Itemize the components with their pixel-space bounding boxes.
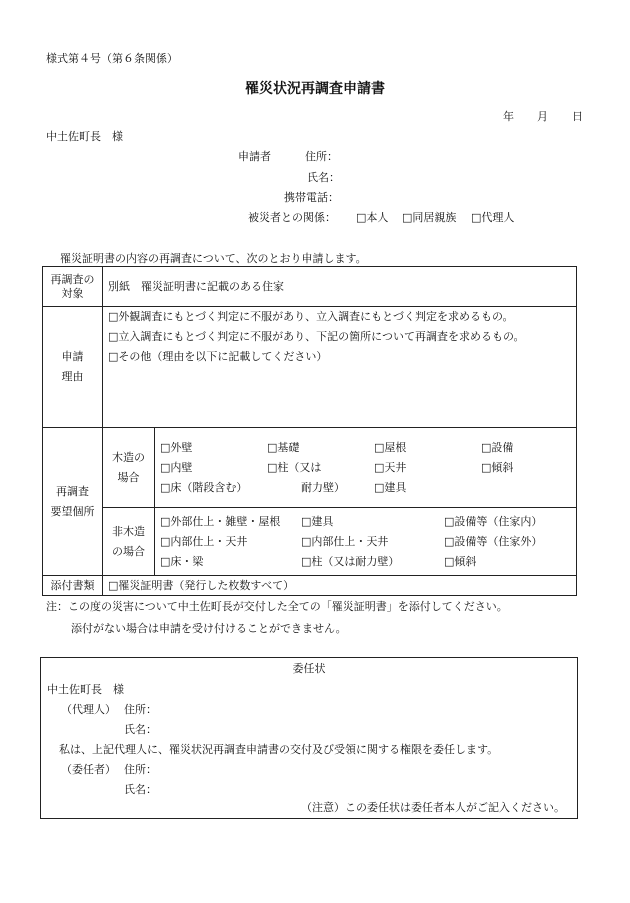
note-attach: 注：この度の災害について中土佐町長が交付した全ての「罹災証明書」を添付してください。 xyxy=(46,600,508,613)
date-year-label: 年 xyxy=(503,110,514,123)
target-label: 再調査の 対象 xyxy=(43,267,103,307)
nonwooden-options xyxy=(155,508,577,576)
checkbox-interior-finish-2[interactable]: □内部仕上・天井 xyxy=(301,534,389,548)
delegation-addressee: 中土佐町長 様 xyxy=(47,683,124,696)
intro-text: 罹災証明書の内容の再調査について、次のとおり申請します。 xyxy=(60,252,367,265)
nonwooden-row xyxy=(160,512,576,532)
date-day-label: 日 xyxy=(572,110,583,123)
delegation-title: 委任状 xyxy=(292,662,326,675)
checkbox-equipment[interactable]: □設備 xyxy=(481,440,514,454)
relation-option-self[interactable]: □本人 xyxy=(356,211,389,224)
delegator-name-label: 氏名： xyxy=(124,783,157,796)
agent-label: （代理人） xyxy=(61,703,116,716)
checkbox-roof[interactable]: □屋根 xyxy=(374,440,407,454)
checkbox-tilt-nw[interactable]: □傾斜 xyxy=(444,554,477,568)
checkbox-equipment-inside[interactable]: □設備等（住家内） xyxy=(444,514,543,528)
reason-option-interior[interactable]: □立入調査にもとづく判定に不服があり、下記の箇所について再調査を求めるもの。 xyxy=(108,330,525,343)
reason-label: 申請 理由 xyxy=(43,307,103,428)
nonwooden-row xyxy=(160,532,576,552)
applicant-name-label: 氏名： xyxy=(307,171,340,184)
attachment-label: 添付書類 xyxy=(43,576,103,596)
applicant-phone-label: 携帯電話： xyxy=(284,191,339,204)
relation-option-agent[interactable]: □代理人 xyxy=(471,211,515,224)
checkbox-exterior-finish[interactable]: □外部仕上・雑壁・屋根 xyxy=(160,514,281,528)
reason-options xyxy=(103,307,577,428)
wooden-row xyxy=(160,458,576,478)
checkbox-fittings[interactable]: □建具 xyxy=(374,480,407,494)
delegator-label: （委任者） xyxy=(61,763,116,776)
wooden-label: 木造の 場合 xyxy=(103,428,155,508)
location-label: 再調査 要望個所 xyxy=(43,428,103,576)
delegation-statement: 私は、上記代理人に、罹災状況再調査申請書の交付及び受領に関する権限を委任します。 xyxy=(59,743,499,756)
reason-option-exterior[interactable]: □外観調査にもとづく判定に不服があり、立入調査にもとづく判定を求めるもの。 xyxy=(108,310,514,323)
wooden-row xyxy=(160,438,576,458)
checkbox-ceiling[interactable]: □天井 xyxy=(374,460,407,474)
column-continuation: 耐力壁） xyxy=(301,480,345,494)
checkbox-fittings-nw[interactable]: □建具 xyxy=(301,514,334,528)
application-table xyxy=(42,266,577,596)
nonwooden-row xyxy=(160,552,576,572)
checkbox-exterior-wall[interactable]: □外壁 xyxy=(160,440,193,454)
page-title: 罹災状況再調査申請書 xyxy=(245,81,385,97)
form-number: 様式第４号（第６条関係） xyxy=(46,52,178,65)
target-value: 別紙 罹災証明書に記載のある住家 xyxy=(103,267,577,307)
agent-name-label: 氏名： xyxy=(124,723,157,736)
applicant-address-label: 住所： xyxy=(305,150,338,163)
agent-address-label: 住所： xyxy=(124,703,157,716)
checkbox-column[interactable]: □柱（又は xyxy=(267,460,322,474)
applicant-role: 申請者 xyxy=(238,150,271,163)
reason-option-other[interactable]: □その他（理由を以下に記載してください） xyxy=(108,350,328,363)
checkbox-foundation[interactable]: □基礎 xyxy=(267,440,300,454)
delegator-address-label: 住所： xyxy=(124,763,157,776)
checkbox-attachment[interactable]: □罹災証明書（発行した枚数すべて） xyxy=(103,576,577,596)
wooden-row xyxy=(160,478,576,498)
addressee: 中土佐町長 様 xyxy=(46,130,123,143)
checkbox-equipment-outside[interactable]: □設備等（住家外） xyxy=(444,534,543,548)
delegation-caution: （注意）この委任状は委任者本人がご記入ください。 xyxy=(301,801,565,814)
date-month-label: 月 xyxy=(537,110,548,123)
wooden-options xyxy=(155,428,577,508)
checkbox-column-nw[interactable]: □柱（又は耐力壁） xyxy=(301,554,400,568)
checkbox-tilt[interactable]: □傾斜 xyxy=(481,460,514,474)
checkbox-interior-wall[interactable]: □内壁 xyxy=(160,460,193,474)
nonwooden-label: 非木造 の場合 xyxy=(103,508,155,576)
delegation-box xyxy=(40,657,578,819)
checkbox-floor[interactable]: □床（階段含む） xyxy=(160,480,248,494)
checkbox-floor-beam[interactable]: □床・梁 xyxy=(160,554,204,568)
note-warning: 添付がない場合は申請を受け付けることができません。 xyxy=(71,622,347,635)
checkbox-interior-finish[interactable]: □内部仕上・天井 xyxy=(160,534,248,548)
applicant-relation-label: 被災者との関係： xyxy=(248,211,336,224)
relation-option-family[interactable]: □同居親族 xyxy=(402,211,457,224)
